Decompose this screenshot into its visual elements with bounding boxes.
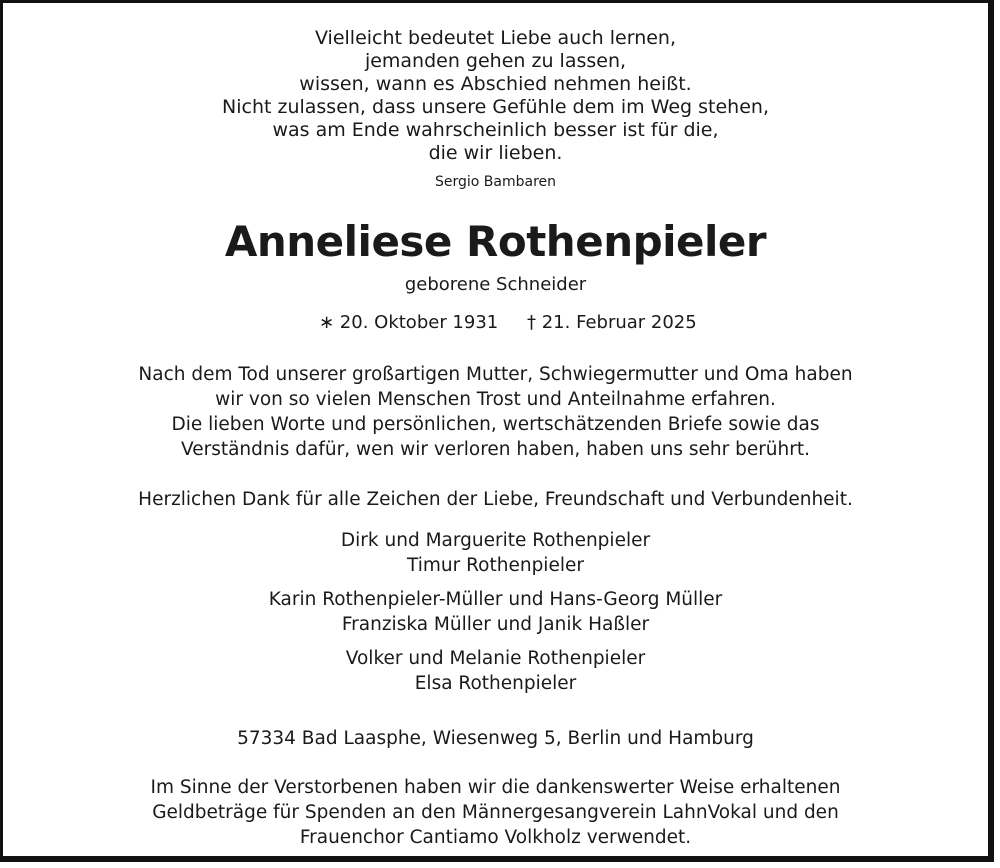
family-member: Elsa Rothenpieler: [414, 673, 577, 694]
poem-author: Sergio Bambaren: [434, 174, 557, 190]
message-line: wir von so vielen Menschen Trost und Anteilnahme erfahren.: [215, 389, 776, 410]
message-line: Nach dem Tod unserer großartigen Mutter, Schwiegermutter und Oma haben: [138, 364, 853, 385]
poem-line: Vielleicht bedeutet Liebe auch lernen,: [314, 27, 677, 49]
birth-date: ∗ 20. Oktober 1931: [319, 312, 499, 333]
family-member: Karin Rothenpieler-Müller und Hans-Georg Müller: [268, 589, 723, 610]
poem-line: was am Ende wahrscheinlich besser ist für die,: [272, 119, 719, 141]
poem-line: die wir lieben.: [428, 142, 563, 164]
poem-line: Nicht zulassen, dass unsere Gefühle dem im Weg stehen,: [222, 96, 769, 118]
message-line: Verständnis dafür, wen wir verloren haben, haben uns sehr berührt.: [180, 439, 811, 460]
deceased-name: Anneliese Rothenpieler: [224, 217, 767, 266]
family-member: Dirk und Marguerite Rothenpieler: [340, 530, 651, 551]
life-dates: [3, 312, 988, 336]
donation-line: Frauenchor Cantiamo Volkholz verwendet.: [299, 827, 692, 848]
death-date: † 21. Februar 2025: [527, 312, 697, 333]
birth-name: geborene Schneider: [404, 274, 587, 295]
family-member: Volker und Melanie Rothenpieler: [345, 648, 646, 669]
donation-line: Im Sinne der Verstorbenen haben wir die dankenswerter Weise erhaltenen: [150, 777, 841, 798]
family-member: Franziska Müller und Janik Haßler: [341, 614, 650, 635]
address: 57334 Bad Laasphe, Wiesenweg 5, Berlin und Hamburg: [237, 728, 754, 749]
poem-line: wissen, wann es Abschied nehmen heißt.: [299, 73, 692, 95]
thanks-line: Herzlichen Dank für alle Zeichen der Liebe, Freundschaft und Verbundenheit.: [138, 489, 853, 510]
poem-line: jemanden gehen zu lassen,: [364, 50, 627, 72]
donation-line: Geldbeträge für Spenden an den Männergesangverein LahnVokal und den: [152, 802, 839, 823]
message-line: Die lieben Worte und persönlichen, wertschätzenden Briefe sowie das: [171, 414, 820, 435]
family-member: Timur Rothenpieler: [407, 555, 584, 576]
